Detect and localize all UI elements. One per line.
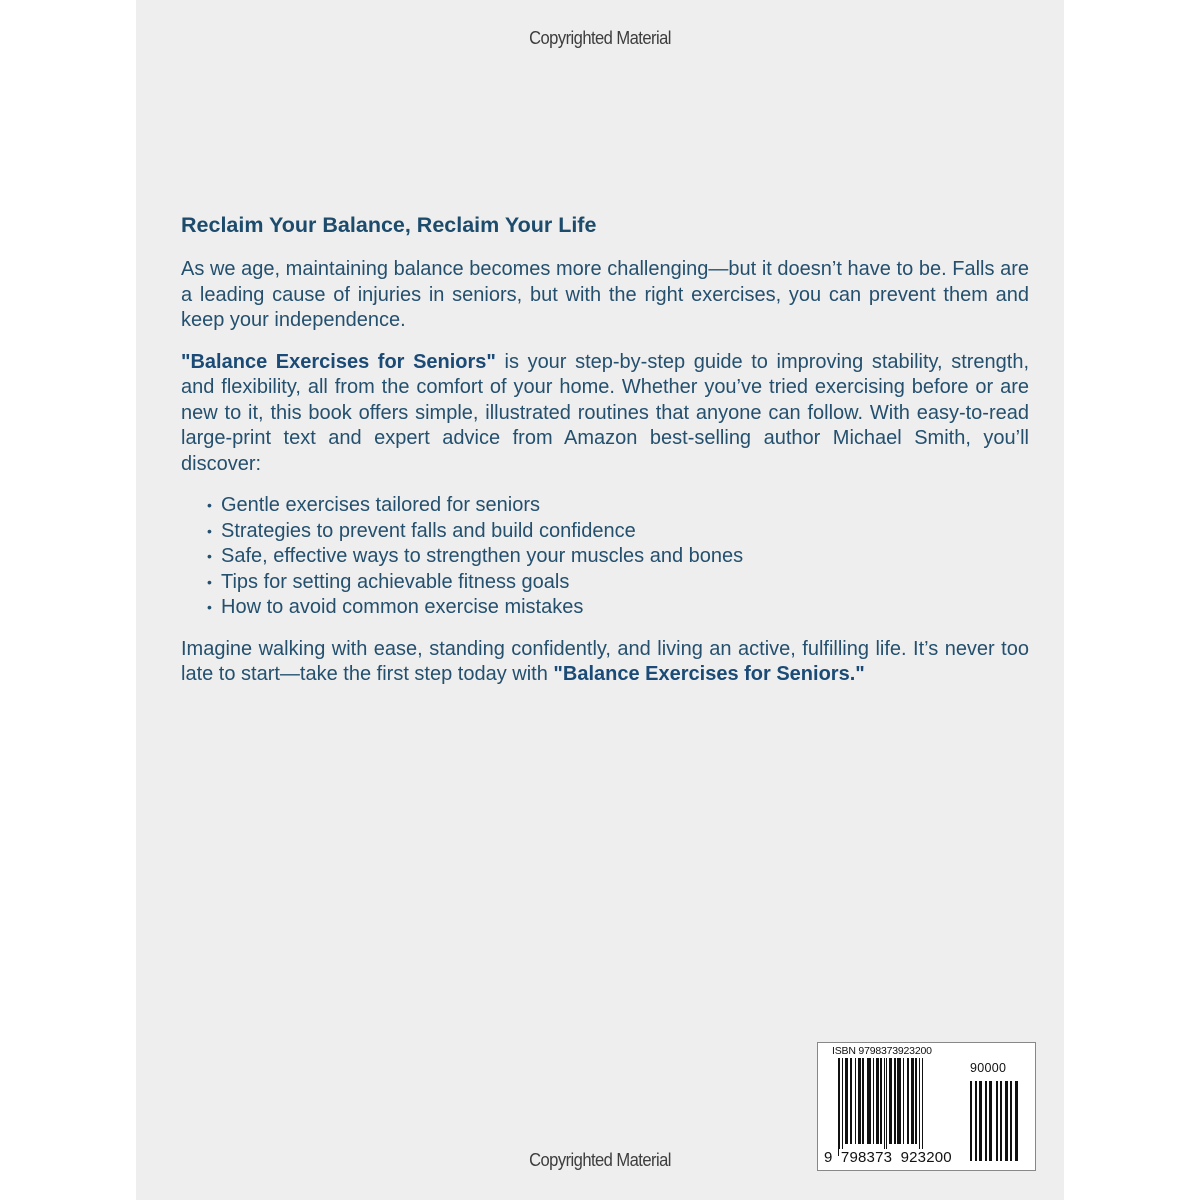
list-item-text: Safe, effective ways to strengthen your muscles and bones xyxy=(221,545,744,567)
list-item-text: Gentle exercises tailored for seniors xyxy=(221,494,541,516)
cover-heading: Reclaim Your Balance, Reclaim Your Life xyxy=(181,213,597,237)
list-item xyxy=(207,544,1029,570)
barcode-addon-bars-icon xyxy=(970,1081,1028,1161)
list-item-text: Strategies to prevent falls and build confidence xyxy=(221,519,636,542)
back-cover-page xyxy=(136,0,1064,1200)
bullet-icon: • xyxy=(207,573,212,590)
list-item xyxy=(207,595,1029,621)
list-item-text: Tips for setting achievable fitness goals xyxy=(221,570,570,593)
price-code: 90000 xyxy=(970,1061,1007,1075)
barcode-main-bars-icon xyxy=(838,1058,962,1156)
book-summary-paragraph xyxy=(181,350,1029,478)
isbn-label: ISBN 9798373923200 xyxy=(832,1045,932,1057)
description-block xyxy=(181,211,1029,704)
copyright-watermark-bottom: Copyrighted Material xyxy=(529,1150,671,1170)
isbn-digit-group1: 798373 xyxy=(840,1149,893,1166)
intro-paragraph: As we age, maintaining balance becomes more challenging—but it doesn’t have to be. Falls are a leading cause of injuries in seniors, but with the right exercises, you can prevent them and keep your independence. xyxy=(181,258,1029,331)
list-item xyxy=(207,519,1029,545)
book-title-bold: "Balance Exercises for Seniors" xyxy=(181,350,496,373)
list-item-text: How to avoid common exercise mistakes xyxy=(221,596,584,618)
book-summary-text: is your step-by-step guide to improving stability, strength, and flexibility, all from the comfort of your home. Whether you’ve tried exercising before or are new to it, this book offers simple, illustrated routines that anyone can follow. With easy-to-read large-print text and expert advice from Amazon best-selling author Michael Smith, you’ll discover: xyxy=(181,350,1030,475)
isbn-digit-first: 9 xyxy=(824,1149,833,1166)
copyright-watermark-top: Copyrighted Material xyxy=(529,28,671,48)
bullet-icon: • xyxy=(207,522,212,539)
isbn-digit-group2: 923200 xyxy=(900,1149,952,1166)
list-item xyxy=(207,570,1029,596)
benefits-list xyxy=(181,493,1029,621)
book-title-bold: "Balance Exercises for Seniors." xyxy=(553,663,865,685)
bullet-icon: • xyxy=(207,548,212,564)
bullet-icon: • xyxy=(207,497,212,513)
bullet-icon: • xyxy=(207,599,212,615)
list-item xyxy=(207,493,1029,519)
closing-text: Imagine walking with ease, standing confidently, and living an active, fulfilling life. It’s never too late to start—take the first step today with xyxy=(181,637,1029,685)
closing-paragraph xyxy=(181,637,1029,688)
